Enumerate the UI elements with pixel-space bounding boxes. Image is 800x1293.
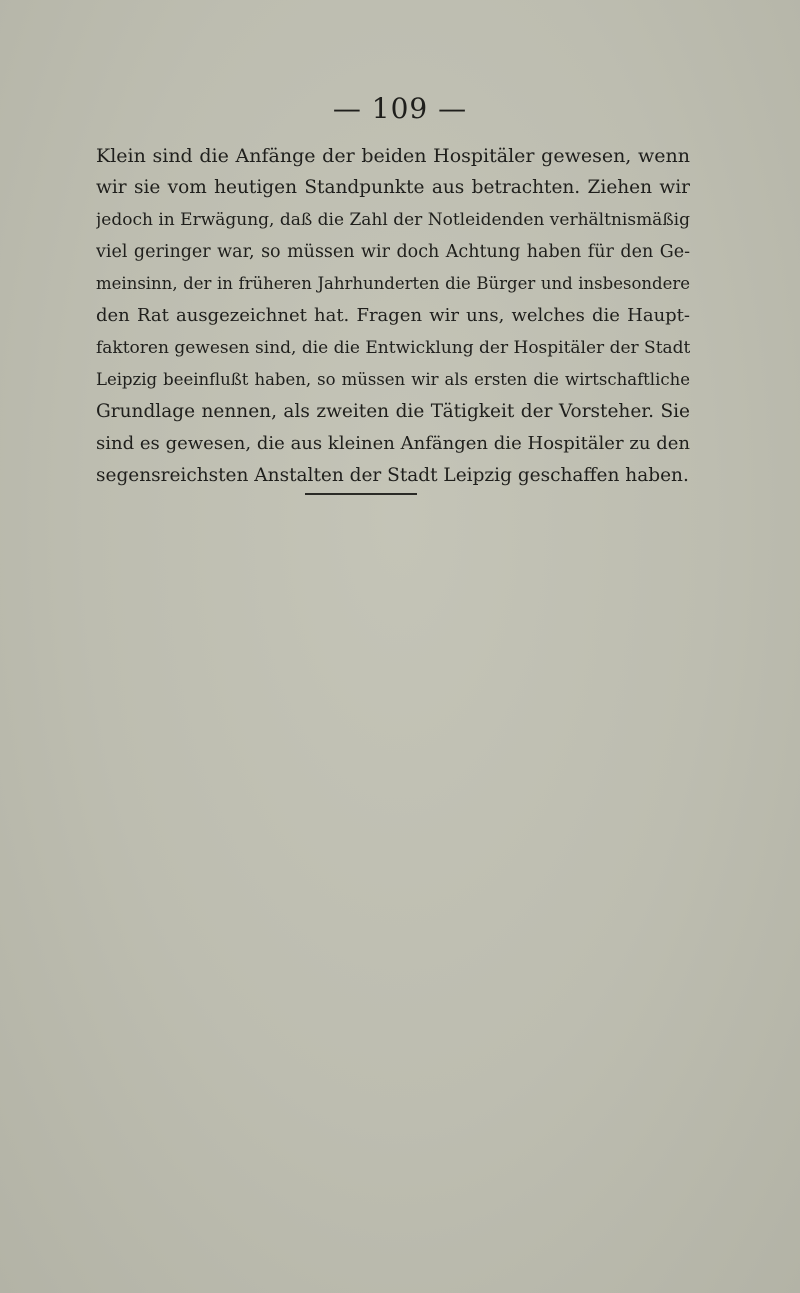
paragraph-line-6: den Rat ausgezeichnet hat. Fragen wir uns, welches die Haupt-: [96, 305, 690, 326]
paragraph-line-4: viel geringer war, so müssen wir doch Achtung haben für den Ge-: [96, 242, 690, 262]
paragraph-line-5: meinsinn, der in früheren Jahrhunderten die Bürger und insbesondere: [96, 274, 690, 293]
section-divider: [305, 493, 417, 495]
paragraph-line-8: Leipzig beeinflußt haben, so müssen wir als ersten die wirtschaftliche: [96, 370, 690, 389]
paragraph-line-10: sind es gewesen, die aus kleinen Anfängen die Hospitäler zu den: [96, 433, 690, 454]
page-number: — 109 —: [332, 92, 468, 125]
paragraph-line-7: faktoren gewesen sind, die die Entwicklung der Hospitäler der Stadt: [96, 338, 690, 358]
paragraph-line-11: segensreichsten Anstalten der Stadt Leipzig geschaffen haben.: [96, 465, 689, 486]
paragraph-line-3: jedoch in Erwägung, daß die Zahl der Notleidenden verhältnismäßig: [96, 210, 690, 230]
paragraph-line-2: wir sie vom heutigen Standpunkte aus betrachten. Ziehen wir: [96, 177, 690, 198]
paragraph-line-1: Klein sind die Anfänge der beiden Hospitäler gewesen, wenn: [96, 145, 690, 167]
paragraph-line-9: Grundlage nennen, als zweiten die Tätigkeit der Vorsteher. Sie: [96, 401, 690, 422]
body-paragraph: [96, 140, 690, 492]
